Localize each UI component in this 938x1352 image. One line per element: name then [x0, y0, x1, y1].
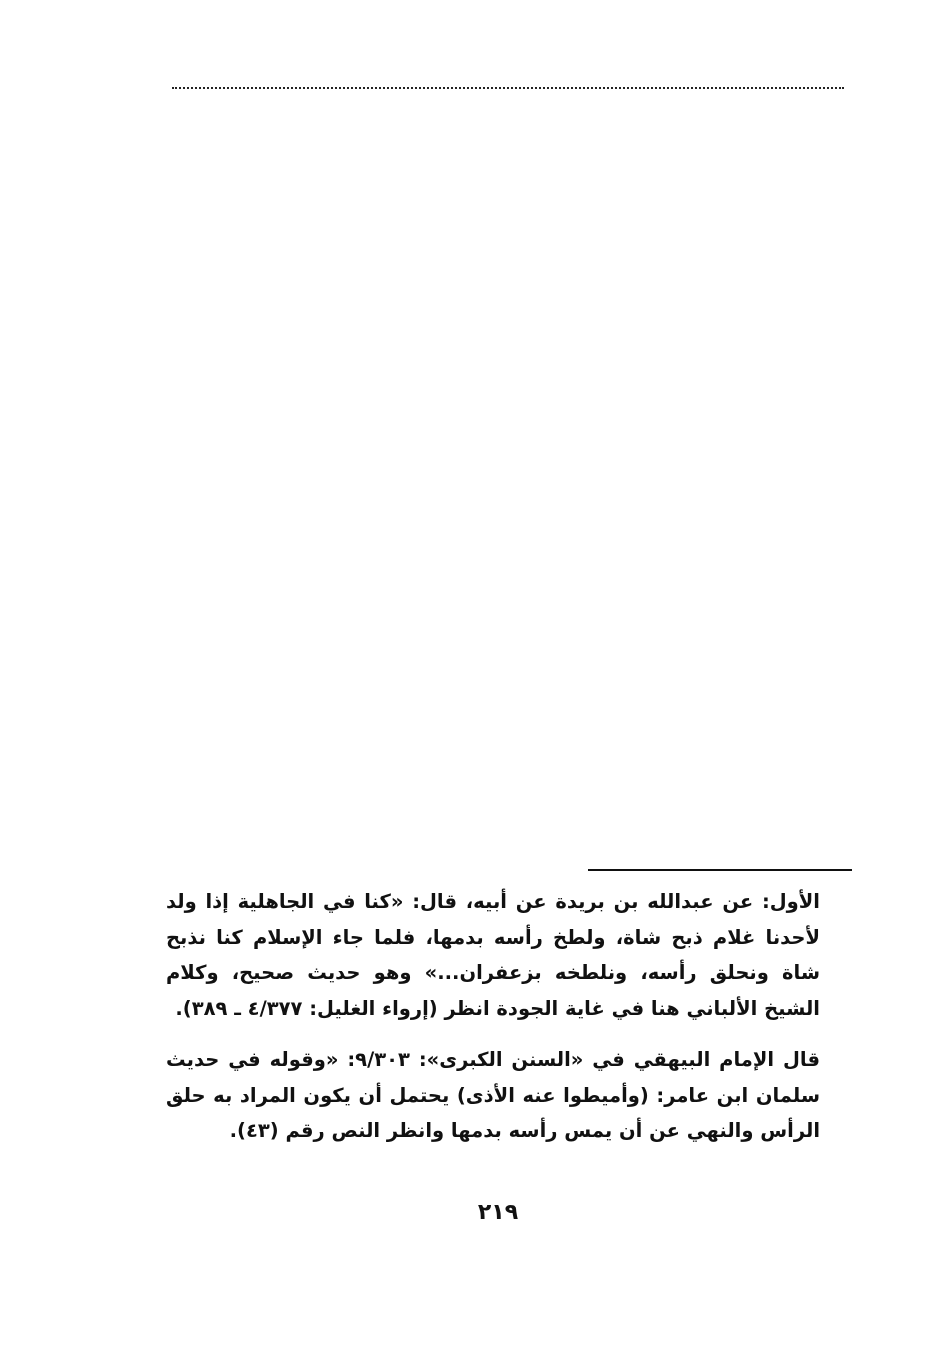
footnote-2: قال الإمام البيهقي في «السنن الكبرى»: ٩/٣٠٣: «وقوله في حديث سلمان ابن عامر: (وأميطوا عنه الأذى) يحتمل أن يكون المراد به حلق الرأس والنهي عن أن يمس رأسه بدمها وانظر النص رقم (٤٣).	[166, 1048, 820, 1142]
page-number: ٢١٩	[477, 1200, 519, 1225]
footnote-1: الأول: عن عبدالله بن بريدة عن أبيه، قال: «كنا في الجاهلية إذا ولد لأحدنا غلام ذبح شاة، ولطخ رأسه بدمها، فلما جاء الإسلام كنا نذبح شاة ونحلق رأسه، ونلطخه بزعفران...» وهو حديث صحيح، وكلام الشيخ الألباني هنا في غاية الجودة انظر (إرواء الغليل: ٤/٣٧٧ ـ ٣٨٩).	[166, 890, 820, 1020]
header-dotted-rule	[172, 87, 844, 89]
footnote-separator	[588, 869, 852, 871]
footnotes-section	[166, 884, 820, 1149]
